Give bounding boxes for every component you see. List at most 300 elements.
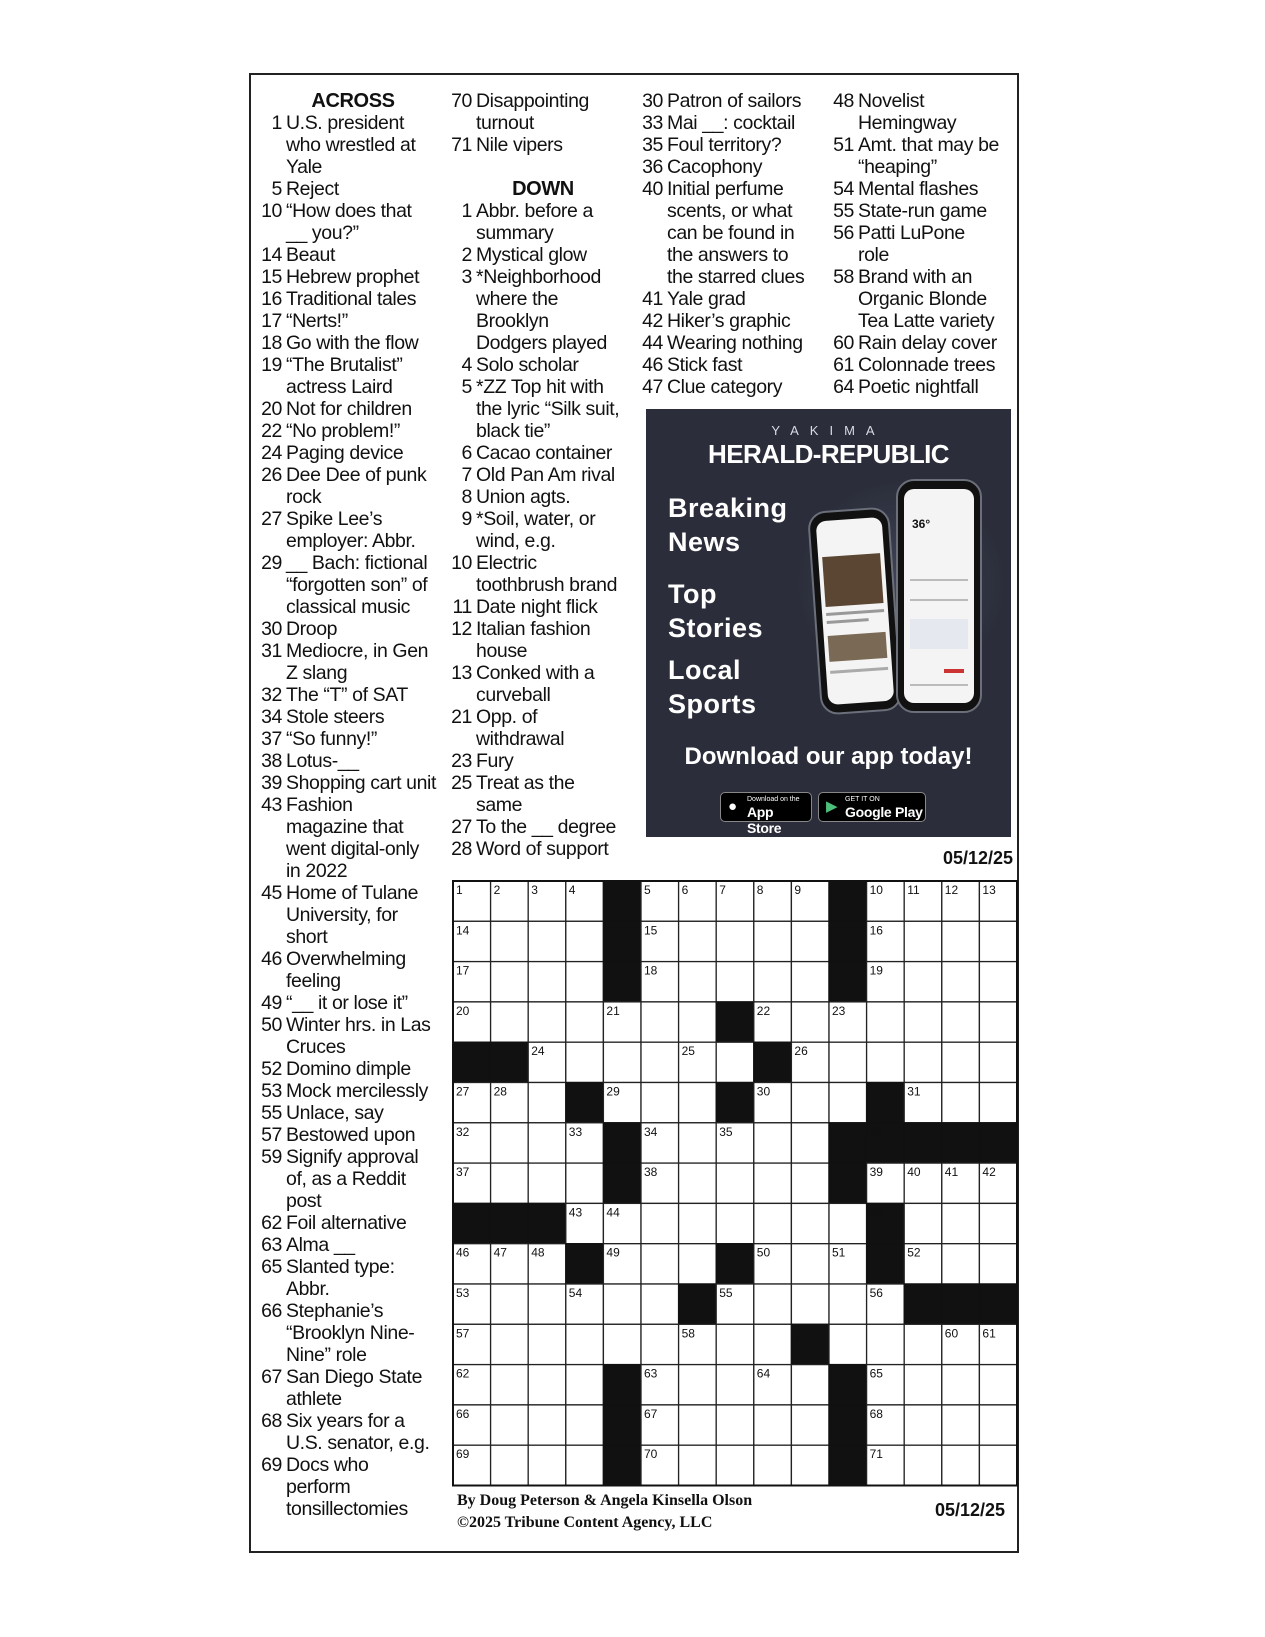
grid-cell[interactable] [754,1445,792,1485]
grid-cell[interactable] [904,1405,942,1445]
grid-cell[interactable] [491,1002,529,1042]
grid-cell[interactable] [754,1203,792,1243]
clue-text: Droop [286,618,338,640]
grid-cell[interactable] [679,1405,717,1445]
grid-cell[interactable] [528,1445,566,1485]
grid-cell[interactable] [942,1445,980,1485]
clue-text: “heaping” [858,156,937,178]
grid-cell[interactable] [528,921,566,961]
grid-cell[interactable] [791,1203,829,1243]
clue-number: 34 [261,706,282,728]
clue-number: 8 [461,486,472,508]
grid-block [942,1284,980,1324]
clue-text: Overwhelming [286,948,406,970]
grid-cell[interactable] [904,1203,942,1243]
cell-number: 69 [456,1447,470,1462]
clue-text: feeling [286,970,341,992]
grid-cell[interactable] [942,1083,980,1123]
grid-cell[interactable] [528,1163,566,1203]
grid-cell[interactable] [641,1324,679,1364]
grid-block [829,1365,867,1405]
clue [830,222,1020,266]
cell-number: 62 [456,1366,470,1381]
clue-text: Brooklyn [476,310,549,332]
clue-text: Home of Tulane [286,882,419,904]
clue-text: “forgotten son” of [286,574,428,596]
grid-cell[interactable] [867,1042,905,1082]
clue-number: 54 [833,178,854,200]
clue [448,354,638,376]
grid-block [904,1284,942,1324]
clue-number: 13 [451,662,472,684]
grid-cell[interactable] [679,1123,717,1163]
grid-cell[interactable] [904,962,942,1002]
cell-number: 25 [681,1044,695,1059]
grid-block [603,921,641,961]
clue-text: toothbrush brand [476,574,618,596]
clue-text: Yale [286,156,322,178]
cell-number: 47 [493,1245,507,1260]
clue-text: actress Laird [286,376,393,398]
cell-number: 17 [456,963,470,978]
clue-text: Nile vipers [476,134,563,156]
clue [639,90,829,112]
clue-number: 48 [833,90,854,112]
clue [258,398,448,420]
clue-text: Patron of sailors [667,90,802,112]
clue-text: Lotus-__ [286,750,359,772]
badge-label: App Store [747,804,782,836]
clue-text: withdrawal [476,728,565,750]
clue [448,464,638,486]
grid-cell[interactable] [716,1405,754,1445]
clue-number: 69 [261,1454,282,1476]
clue-number: 65 [261,1256,282,1278]
clue-text: Wearing nothing [667,332,803,354]
grid-cell[interactable] [566,1324,604,1364]
grid-cell[interactable] [754,1405,792,1445]
grid-cell[interactable] [942,1244,980,1284]
grid-block [491,1042,529,1082]
grid-cell[interactable] [979,1042,1017,1082]
grid-cell[interactable] [791,1244,829,1284]
clue-text: the answers to [667,244,789,266]
clue-text: classical music [286,596,411,618]
clue [448,134,638,156]
grid-cell[interactable] [754,1163,792,1203]
cell-number: 22 [756,1003,771,1018]
grid-cell[interactable] [791,1163,829,1203]
grid-cell[interactable] [829,1324,867,1364]
cell-number: 31 [907,1084,921,1099]
grid-cell[interactable] [716,921,754,961]
clue-number: 17 [261,310,282,332]
clue-text: Signify approval [286,1146,419,1168]
clue-text: *Soil, water, or [476,508,596,530]
clue [639,310,829,332]
clue-text: Cacao container [476,442,613,464]
clue-number: 14 [261,244,282,266]
clue-text: Italian fashion [476,618,591,640]
grid-cell[interactable] [829,1284,867,1324]
clue-number: 47 [642,376,663,398]
grid-cell[interactable] [528,962,566,1002]
clue-number: 12 [451,618,472,640]
clue [258,1212,448,1234]
grid-block [904,1123,942,1163]
grid-cell[interactable] [679,1445,717,1485]
clue-text: Novelist [858,90,925,112]
grid-cell[interactable] [904,921,942,961]
ad-top-stories [668,577,763,645]
grid-cell[interactable] [867,1002,905,1042]
cell-number: 28 [493,1084,507,1099]
grid-cell[interactable] [679,1244,717,1284]
clue-number: 43 [261,794,282,816]
grid-cell[interactable] [791,1123,829,1163]
grid-cell[interactable] [491,1163,529,1203]
grid-cell[interactable] [603,1284,641,1324]
grid-cell[interactable] [528,1284,566,1324]
clue-number: 7 [461,464,472,486]
grid-cell[interactable] [979,1365,1017,1405]
clue [258,1300,448,1366]
clue-text: post [286,1190,322,1212]
cell-number: 10 [869,883,883,897]
clue-number: 20 [261,398,282,420]
cell-number: 30 [756,1084,771,1099]
grid-cell[interactable] [679,1083,717,1123]
crossword-grid[interactable] [452,880,1018,1490]
grid-cell[interactable] [641,1244,679,1284]
grid-block [603,1365,641,1405]
grid-cell[interactable] [754,962,792,1002]
grid-cell[interactable] [641,1002,679,1042]
clue-number: 22 [261,420,282,442]
clue-number: 39 [261,772,282,794]
grid-cell[interactable] [904,1324,942,1364]
clue-text: Winter hrs. in Las [286,1014,431,1036]
google-play-button[interactable] [818,792,926,822]
clue-number: 5 [271,178,282,200]
grid-cell[interactable] [791,1405,829,1445]
clue-text: Patti LuPone [858,222,965,244]
grid-cell[interactable] [603,1042,641,1082]
ad-local-sports [668,653,757,721]
clue-number: 52 [261,1058,282,1080]
clue [258,640,448,684]
clue-text: Alma __ [286,1234,355,1256]
grid-cell[interactable] [528,1002,566,1042]
clue-text: the starred clues [667,266,805,288]
clue-text: “Brooklyn Nine- [286,1322,415,1344]
clue [258,552,448,618]
clue-number: 18 [261,332,282,354]
grid-cell[interactable] [791,1445,829,1485]
clue-text: Old Pan Am rival [476,464,615,486]
grid-cell[interactable] [566,962,604,1002]
grid-cell[interactable] [754,1284,792,1324]
clue-text: Reject [286,178,339,200]
clue-text: “The Brutalist” [286,354,403,376]
clue-text: Cruces [286,1036,346,1058]
grid-cell[interactable] [491,1284,529,1324]
ad-line: Stories [668,613,764,643]
clue-text: Spike Lee’s [286,508,383,530]
grid-cell[interactable] [904,1445,942,1485]
byline: By Doug Peterson & Angela Kinsella Olson [457,1492,753,1509]
grid-cell[interactable] [942,1405,980,1445]
grid-cell[interactable] [566,1042,604,1082]
clue-text: Conked with a [476,662,595,684]
grid-cell[interactable] [791,1365,829,1405]
clue-number: 1 [461,200,472,222]
grid-cell[interactable] [942,962,980,1002]
grid-cell[interactable] [716,1203,754,1243]
clue-text: Brand with an [858,266,973,288]
grid-cell[interactable] [528,1083,566,1123]
grid-block [942,1123,980,1163]
clue-text: Paging device [286,442,404,464]
clue-text: in 2022 [286,860,348,882]
grid-block [979,1284,1017,1324]
grid-cell[interactable] [491,1365,529,1405]
grid-cell[interactable] [679,1203,717,1243]
grid-cell[interactable] [716,1365,754,1405]
cell-number: 2 [493,883,501,897]
clue [258,112,448,178]
grid-cell[interactable] [979,1203,1017,1243]
cell-number: 6 [681,883,689,897]
grid-cell[interactable] [528,1405,566,1445]
grid-cell[interactable] [829,1042,867,1082]
clue-text: house [476,640,528,662]
clue-number: 9 [461,508,472,530]
across-heading: ACROSS [311,90,395,112]
clue-text: Unlace, say [286,1102,384,1124]
grid-cell[interactable] [754,921,792,961]
cell-number: 14 [456,923,470,938]
clue-text: Six years for a [286,1410,405,1432]
grid-cell[interactable] [566,1445,604,1485]
clue [639,332,829,354]
clue-text: Rain delay cover [858,332,997,354]
grid-block [829,921,867,961]
grid-cell[interactable] [491,921,529,961]
grid-cell[interactable] [528,1324,566,1364]
clue-number: 15 [261,266,282,288]
cell-number: 42 [982,1165,996,1180]
clue-number: 64 [833,376,854,398]
clue-number: 1 [271,112,282,134]
grid-cell[interactable] [716,962,754,1002]
clue-text: Disappointing [476,90,589,112]
grid-cell[interactable] [679,1002,717,1042]
phone-front-image [896,479,982,713]
cell-number: 13 [982,883,996,897]
grid-cell[interactable] [679,1365,717,1405]
grid-cell[interactable] [791,1002,829,1042]
clue [258,1102,448,1124]
cell-number: 3 [531,883,538,897]
grid-block [528,1203,566,1243]
clue [258,1256,448,1300]
cell-number: 33 [568,1124,583,1139]
clue-column-4 [830,90,1020,398]
cell-number: 35 [719,1124,733,1139]
grid-cell[interactable] [491,1324,529,1364]
grid-cell[interactable] [942,1365,980,1405]
clue-number: 60 [833,332,854,354]
grid-cell[interactable] [716,1445,754,1485]
clue [258,1080,448,1102]
grid-cell[interactable] [942,1002,980,1042]
clue-number: 30 [261,618,282,640]
clue-text: went digital-only [286,838,420,860]
grid-cell[interactable] [979,1445,1017,1485]
grid-cell[interactable] [491,1123,529,1163]
clue-number: 53 [261,1080,282,1102]
cell-number: 15 [644,923,658,938]
grid-block [603,1405,641,1445]
clue [448,662,638,706]
clue [830,178,1020,200]
grid-cell[interactable] [979,921,1017,961]
cell-number: 29 [606,1084,620,1099]
clue-text: same [476,794,523,816]
badge-small-text: GET IT ON [845,796,880,803]
grid-block [829,1445,867,1485]
grid-cell[interactable] [979,1083,1017,1123]
grid-cell[interactable] [791,1083,829,1123]
grid-cell[interactable] [566,1365,604,1405]
cell-number: 46 [456,1245,470,1260]
grid-cell[interactable] [491,962,529,1002]
grid-cell[interactable] [979,962,1017,1002]
clue [258,772,448,794]
grid-cell[interactable] [791,962,829,1002]
clue [258,706,448,728]
clue-text: Treat as the [476,772,575,794]
cell-number: 71 [869,1447,883,1462]
grid-cell[interactable] [566,1002,604,1042]
cell-number: 54 [568,1286,583,1300]
grid-cell[interactable] [716,1163,754,1203]
grid-cell[interactable] [641,1083,679,1123]
grid-cell[interactable] [566,1405,604,1445]
clue-text: scents, or what [667,200,793,222]
clue [258,1454,448,1520]
clue [258,618,448,640]
grid-cell[interactable] [829,1203,867,1243]
grid-cell[interactable] [791,921,829,961]
grid-cell[interactable] [791,1284,829,1324]
grid-cell[interactable] [641,1203,679,1243]
cell-number: 48 [531,1245,545,1260]
clue [258,354,448,398]
clue-number: 58 [833,266,854,288]
grid-cell[interactable] [716,1042,754,1082]
clue-text: Mock mercilessly [286,1080,429,1102]
grid-cell[interactable] [641,1042,679,1082]
cell-number: 1 [456,883,463,897]
grid-cell[interactable] [566,1163,604,1203]
grid-cell[interactable] [979,1002,1017,1042]
cell-number: 23 [832,1003,846,1018]
clue-text: Fashion [286,794,353,816]
clue-text: To the __ degree [476,816,616,838]
clue [258,332,448,354]
grid-cell[interactable] [679,962,717,1002]
clue [258,420,448,442]
grid-cell[interactable] [679,1163,717,1203]
grid-cell[interactable] [491,1445,529,1485]
grid-cell[interactable] [942,1042,980,1082]
clue-text: Union agts. [476,486,571,508]
app-store-button[interactable] [720,792,812,836]
clue-text: Mai __: cocktail [667,112,795,134]
cell-number: 32 [456,1124,470,1139]
grid-cell[interactable] [641,1284,679,1324]
clue [258,508,448,552]
clue-text: __ you?” [286,222,359,244]
clue-number: 25 [451,772,472,794]
grid-cell[interactable] [716,1324,754,1364]
grid-cell[interactable] [679,921,717,961]
grid-cell[interactable] [754,1123,792,1163]
clue-column-3 [639,90,829,398]
apple-icon: ● [728,798,738,815]
clue [258,948,448,992]
grid-cell[interactable] [754,1324,792,1364]
grid-cell[interactable] [904,1042,942,1082]
cell-number: 38 [644,1165,658,1180]
clue-text: Mediocre, in Gen [286,640,429,662]
clue [830,134,1020,178]
grid-cell[interactable] [867,1324,905,1364]
cell-number: 53 [456,1286,470,1300]
grid-cell[interactable] [979,1405,1017,1445]
cell-number: 65 [869,1366,883,1381]
grid-cell[interactable] [829,1083,867,1123]
clue [258,1146,448,1212]
clue [258,464,448,508]
grid-cell[interactable] [904,1365,942,1405]
app-advertisement[interactable] [646,409,1011,837]
clue-text: Stick fast [667,354,743,376]
grid-cell[interactable] [566,921,604,961]
grid-block [603,962,641,1002]
clue [448,486,638,508]
clue [448,838,638,860]
clue-number: 62 [261,1212,282,1234]
cell-number: 11 [907,883,920,897]
grid-cell[interactable] [528,1365,566,1405]
grid-cell[interactable] [942,1203,980,1243]
grid-block [829,1163,867,1203]
clue-number: 63 [261,1234,282,1256]
cell-number: 18 [644,963,658,978]
grid-cell[interactable] [904,1002,942,1042]
grid-cell[interactable] [491,1405,529,1445]
clue-number: 31 [261,640,282,662]
grid-cell[interactable] [528,1123,566,1163]
grid-cell[interactable] [942,921,980,961]
ad-line: Breaking [668,493,788,523]
clue-number: 33 [642,112,663,134]
grid-cell[interactable] [979,1244,1017,1284]
grid-cell[interactable] [603,1324,641,1364]
